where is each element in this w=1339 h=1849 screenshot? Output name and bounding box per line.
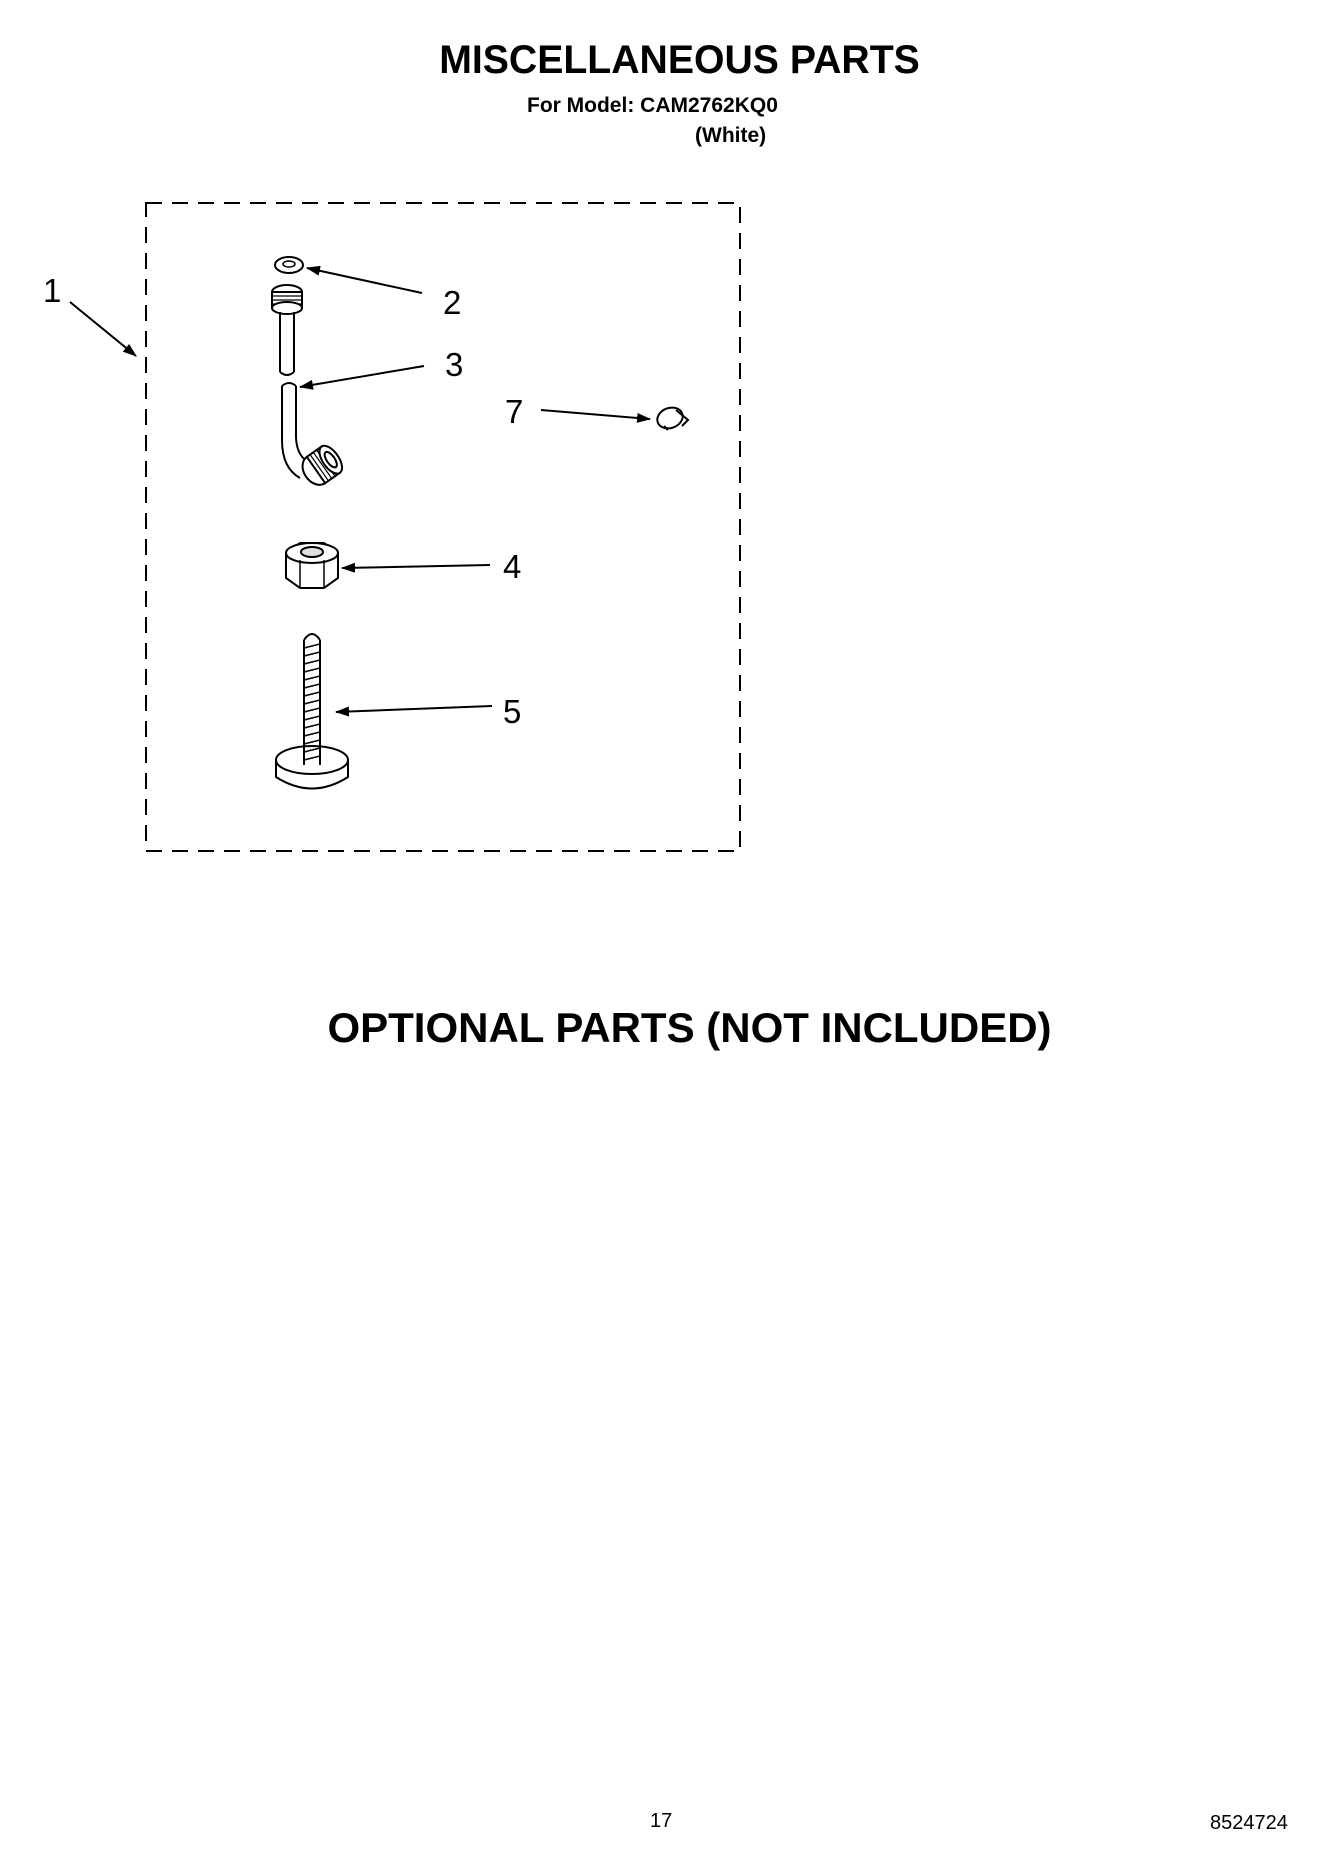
model-line: For Model: CAM2762KQ0: [527, 94, 778, 117]
drain-hose-part: [272, 285, 346, 490]
callout-leveling-leg: 5: [503, 693, 522, 730]
nut-part: [286, 543, 338, 588]
document-number: 8524724: [1210, 1812, 1288, 1834]
leader-2: [307, 268, 422, 293]
optional-parts-heading: OPTIONAL PARTS (NOT INCLUDED): [327, 1004, 1052, 1051]
clamp-part: [654, 404, 688, 432]
leader-4: [342, 565, 490, 568]
callout-washer: 2: [443, 284, 462, 321]
callout-drain-hose: 3: [445, 346, 464, 383]
leader-7: [541, 410, 650, 419]
leader-3: [300, 366, 424, 387]
callout-nut: 4: [503, 548, 522, 585]
variant-label: (White): [695, 124, 767, 147]
washer-part: [275, 257, 303, 273]
page-number: 17: [650, 1810, 673, 1832]
leader-1: [70, 302, 136, 356]
callout-kit: 1: [43, 272, 62, 309]
callout-clamp: 7: [505, 393, 524, 430]
page-title: MISCELLANEOUS PARTS: [439, 38, 920, 82]
leader-5: [336, 706, 492, 712]
